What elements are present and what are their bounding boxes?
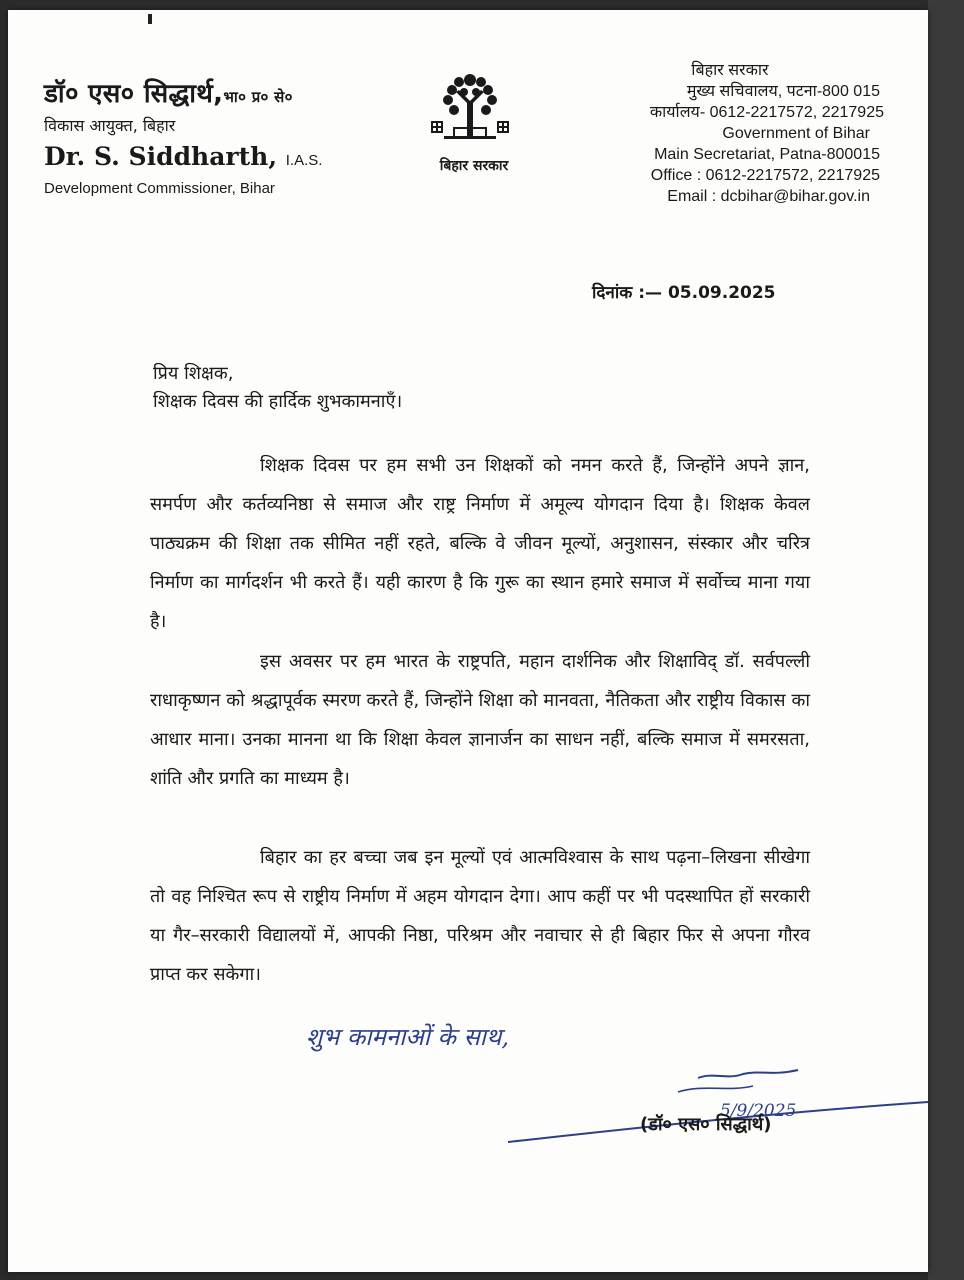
office-line-1: बिहार सरकार (691, 62, 769, 79)
body-paragraph-1-text: शिक्षक दिवस पर हम सभी उन शिक्षकों को नमन करते हैं, जिन्होंने अपने ज्ञान, समर्पण और कर्तव्यनिष्ठा से समाज और राष्ट्र निर्माण में अमूल्य योगदान दिया है। शिक्षक केवल पाठ्यक्रम की शिक्षा तक सीमित नहीं रहते, बल्कि वे जीवन मूल्यों, अनुशासन, संस्कार और चरित्र निर्माण का मार्गदर्शन भी करते हैं। यही कारण है कि गुरू का स्थान हमारे समाज में सर्वोच्च माना गया है। (150, 455, 810, 632)
bihar-emblem (426, 66, 514, 176)
office-line-5: Main Secretariat, Patna-800015 (654, 146, 880, 163)
signature-date: 5/9/2025 (720, 1101, 797, 1121)
office-line-6: Office : 0612-2217572, 2217925 (650, 167, 880, 184)
sender-name-english-text: Dr. S. Siddharth, (44, 142, 278, 171)
office-address-block (650, 60, 884, 207)
body-paragraph-2 (150, 642, 810, 798)
letter-date: दिनांक :— 05.09.2025 (592, 283, 776, 303)
body-paragraph-3-text: बिहार का हर बच्चा जब इन मूल्यों एवं आत्मविश्वास के साथ पढ़ना–लिखना सीखेगा तो वह निश्चित रूप से राष्ट्रीय निर्माण में अहम योगदान देगा। आप कहीं पर भी पदस्थापित हों सरकारी या गैर–सरकारी विद्यालयों में, आपकी निष्ठा, परिश्रम और नवाचार से ही बिहार फिर से अपना गौरव प्राप्त कर सकेगा। (150, 847, 810, 985)
signature-image (498, 1058, 938, 1158)
sender-title-english: Development Commissioner, Bihar (44, 180, 275, 197)
emblem-caption: बिहार सरकार (439, 158, 509, 174)
body-paragraph-3 (150, 838, 810, 994)
office-line-2: मुख्य सचिवालय, पटना-800 015 (686, 83, 880, 100)
sender-title-hindi: विकास आयुक्त, बिहार (44, 116, 176, 135)
sender-service-hindi: भा० प्र० से० (223, 88, 293, 106)
bodhi-tree-emblem-icon (426, 66, 514, 154)
scan-mark (148, 14, 152, 24)
letter-page (8, 10, 928, 1272)
salutation-line-2: शिक्षक दिवस की हार्दिक शुभकामनाएँ। (153, 391, 403, 412)
sender-name-english (44, 142, 322, 171)
office-line-4: Government of Bihar (722, 125, 870, 142)
sender-name-hindi (44, 74, 293, 110)
body-paragraph-1 (150, 446, 810, 641)
salutation (153, 360, 402, 416)
salutation-line-1: प्रिय शिक्षक, (153, 363, 234, 384)
sender-name-hindi-text: डॉ० एस० सिद्धार्थ, (44, 79, 224, 109)
body-paragraph-2-text: इस अवसर पर हम भारत के राष्ट्रपति, महान दार्शनिक और शिक्षाविद् डॉ. सर्वपल्ली राधाकृष्णन को श्रद्धापूर्वक स्मरण करते हैं, जिन्होंने शिक्षा को मानवता, नैतिकता और राष्ट्रीय विकास का आधार माना। उनका मानना था कि शिक्षा केवल ज्ञानार्जन का साधन नहीं, बल्कि समाज में समरसता, शांति और प्रगति का माध्यम है। (150, 651, 810, 789)
signatory-name: (डॉ० एस० सिद्धार्थ) (640, 1114, 772, 1135)
handwritten-closing: शुभ कामनाओं के साथ, (306, 1023, 509, 1051)
office-email: Email : dcbihar@bihar.gov.in (667, 188, 870, 205)
office-line-3: कार्यालय- 0612-2217572, 2217925 (649, 104, 884, 121)
sender-service-english: I.A.S. (285, 152, 323, 169)
